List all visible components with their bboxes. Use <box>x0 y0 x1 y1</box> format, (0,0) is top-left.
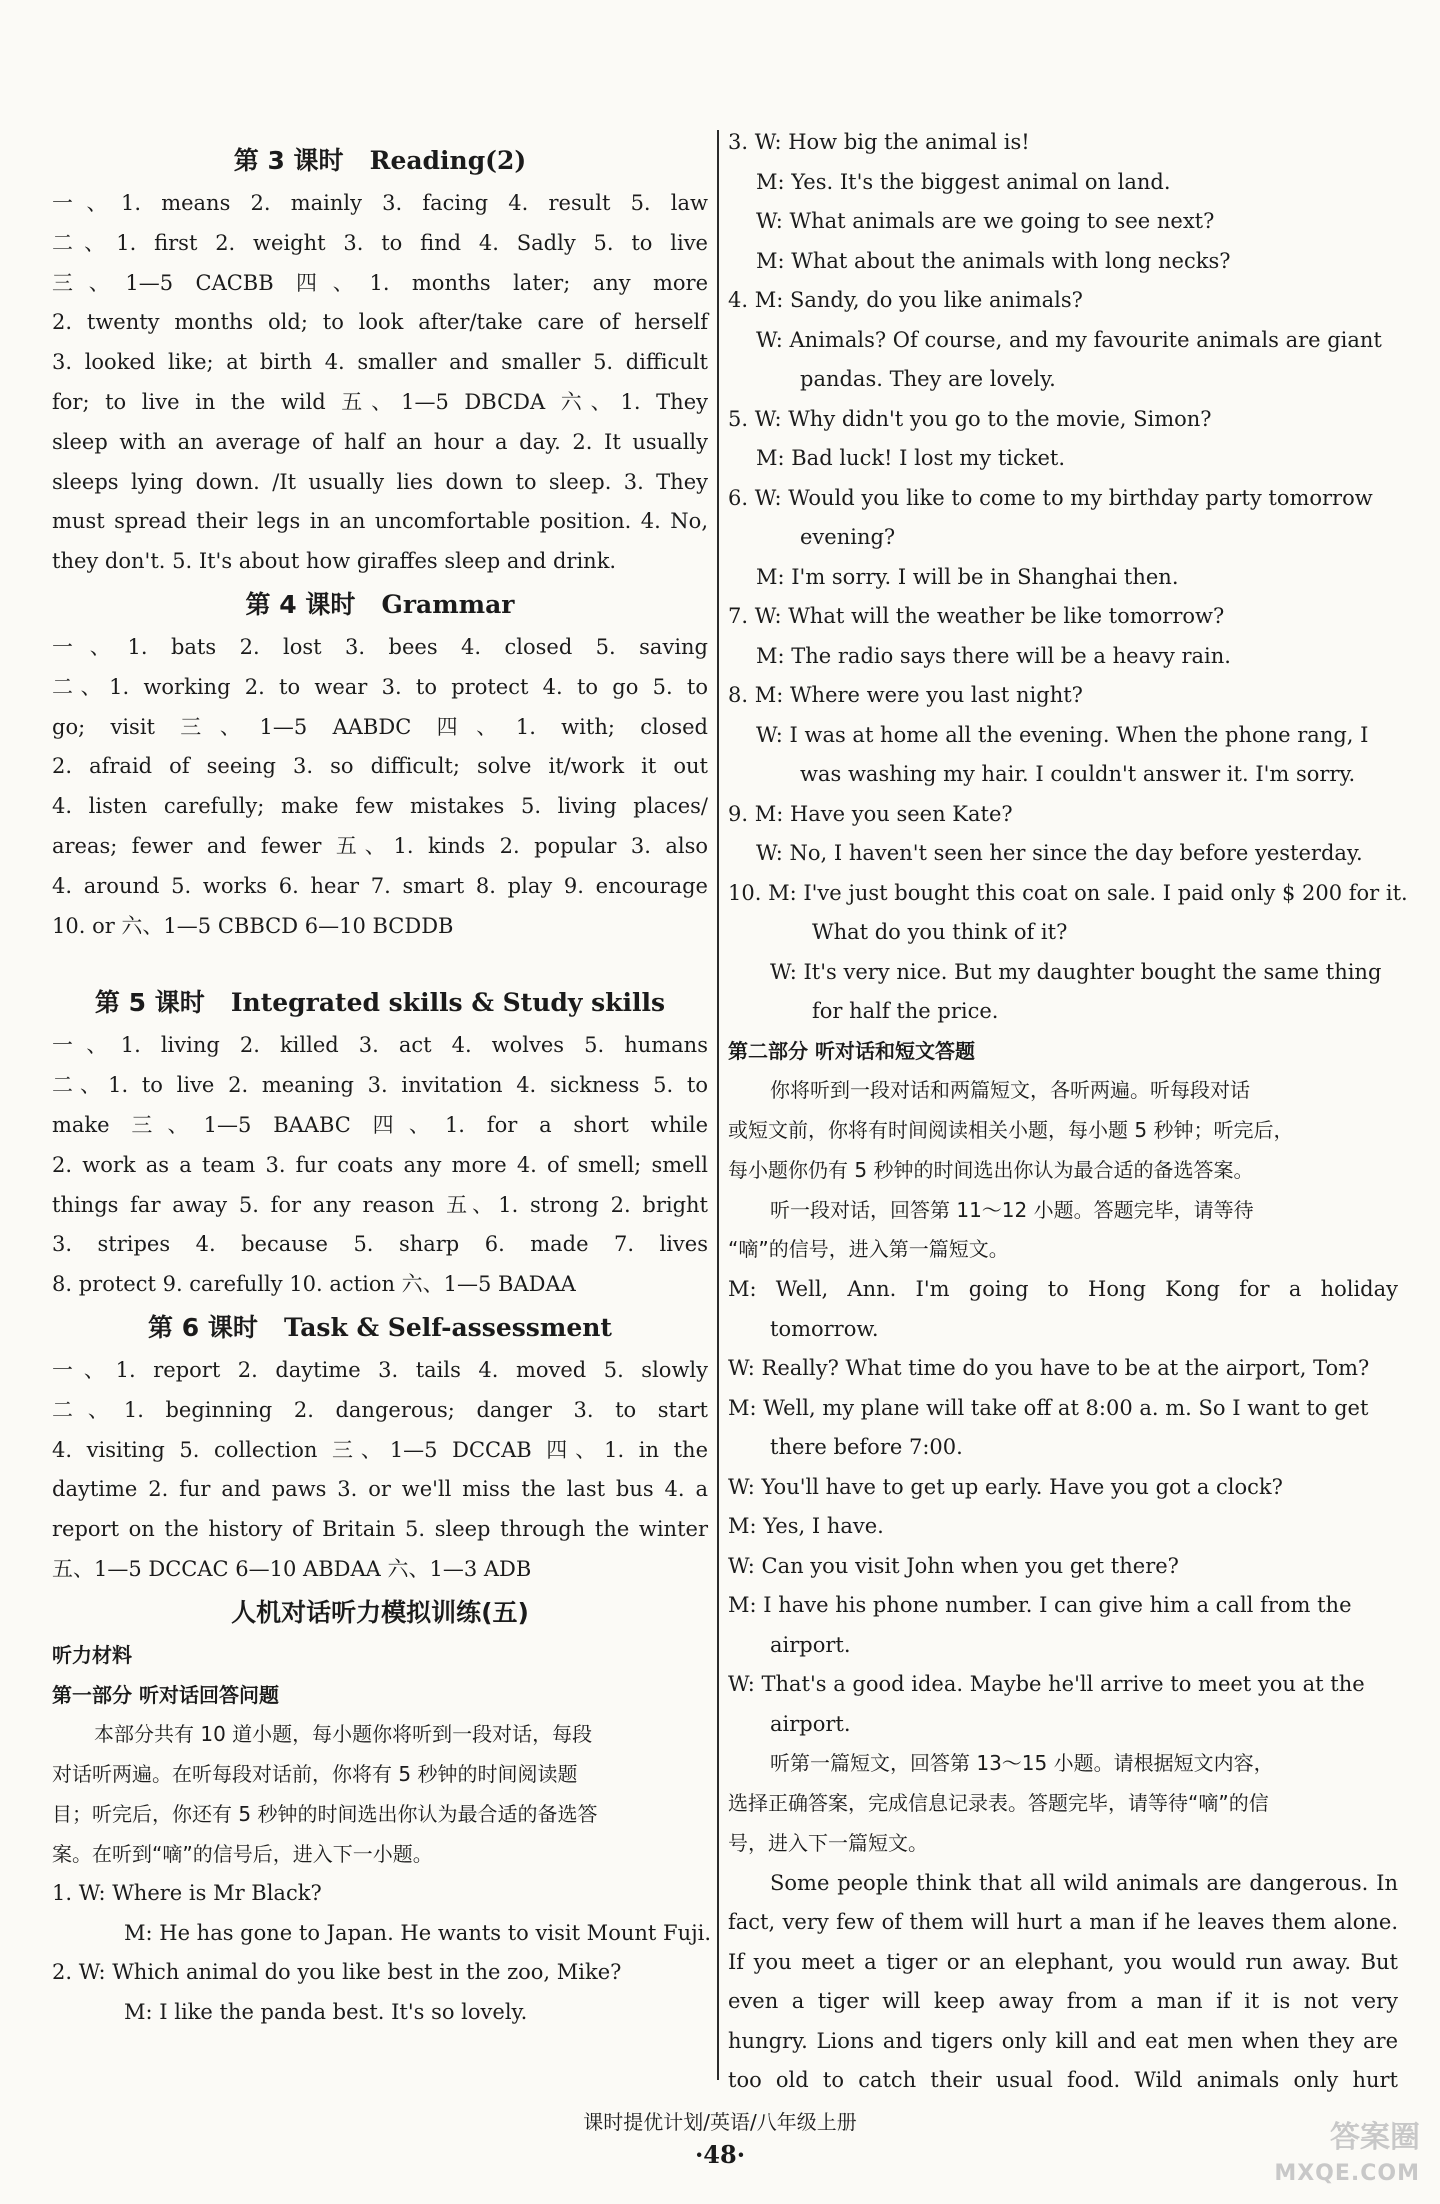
passage-intro-line: 选择正确答案，完成信息记录表。答题完毕，请等待“嘀”的信 <box>728 1791 1269 1816</box>
answer-line: make 三、1—5 BAABC 四、1. for a short while <box>52 1112 708 1137</box>
answer-line: sleep with an average of half an hour a day. 2. It usually <box>52 429 708 454</box>
answer-line: 二、1. working 2. to wear 3. to protect 4. to go 5. to <box>52 674 708 699</box>
answer-line: for; to live in the wild 五、1—5 DBCDA 六、1. They <box>52 389 708 414</box>
dialog-line: M: I like the panda best. It's so lovely. <box>124 1999 528 2024</box>
dialog-line: M: The radio says there will be a heavy rain. <box>756 643 1231 668</box>
section-3-title-cn: 第 3 课时 <box>233 146 344 175</box>
dialog2-line: there before 7:00. <box>770 1435 963 1460</box>
dialog2-line: airport. <box>770 1711 851 1736</box>
simulation-title: 人机对话听力模拟训练(五) <box>231 1597 529 1627</box>
answer-line: 二、1. first 2. weight 3. to find 4. Sadly 5. to live <box>52 230 708 255</box>
answer-line: areas; fewer and fewer 五、1. kinds 2. popular 3. also <box>52 833 708 858</box>
dialog-line: 9. M: Have you seen Kate? <box>728 801 1013 826</box>
watermark-logo <box>1220 2120 1420 2192</box>
section-4-heading <box>52 582 708 628</box>
dialog2-line: W: Can you visit John when you get there? <box>728 1553 1179 1578</box>
answer-line: 一、1. bats 2. lost 3. bees 4. closed 5. saving <box>52 634 708 659</box>
dialog2-line: tomorrow. <box>770 1316 879 1341</box>
part2-intro-line: 你将听到一段对话和两篇短文，各听两遍。听每段对话 <box>770 1078 1250 1103</box>
answer-line: 一、1. report 2. daytime 3. tails 4. moved 5. slowly <box>52 1357 708 1382</box>
section-5-title-en: Integrated skills & Study skills <box>230 988 666 1018</box>
left-column <box>52 138 711 2032</box>
part2-title: 第二部分 听对话和短文答题 <box>728 1038 975 1063</box>
answer-line: sleeps lying down. /It usually lies down to sleep. 3. They <box>52 469 708 494</box>
watermark-top: 答案圈 <box>1330 2120 1420 2155</box>
answer-line: 10. or 六、1—5 CBBCD 6—10 BCDDB <box>52 913 454 938</box>
part2-intro-line: 或短文前，你将有时间阅读相关小题，每小题 5 秒钟；听完后， <box>728 1118 1294 1143</box>
page-number: ·48· <box>694 2140 746 2169</box>
answer-line: 2. afraid of seeing 3. so difficult; solve it/work it out <box>52 754 708 779</box>
dialog-line: 10. M: I've just bought this coat on sale. I paid only $ 200 for it. <box>728 880 1408 905</box>
dialog2-line: M: I have his phone number. I can give him a call from the <box>728 1593 1352 1618</box>
passage-line: even a tiger will keep away from a man if it is not very <box>728 1989 1398 2014</box>
answer-line: 一、1. living 2. killed 3. act 4. wolves 5. humans <box>52 1033 708 1058</box>
answer-line: 4. visiting 5. collection 三、1—5 DCCAB 四、1. in the <box>52 1437 708 1462</box>
dialog-line: evening? <box>800 525 896 549</box>
answer-line: they don't. 5. It's about how giraffes sleep and drink. <box>52 549 617 574</box>
dialog2-line: W: You'll have to get up early. Have you got a clock? <box>728 1474 1283 1499</box>
answer-line: 4. listen carefully; make few mistakes 5. living places/ <box>52 794 708 819</box>
passage-intro-line: 听第一篇短文，回答第 13～15 小题。请根据短文内容， <box>770 1751 1274 1776</box>
part2-intro-line: 听一段对话，回答第 11～12 小题。答题完毕，请等待 <box>770 1197 1254 1222</box>
watermark-bottom: MXQE.COM <box>1274 2161 1420 2186</box>
dialog2-line: W: That's a good idea. Maybe he'll arrive to meet you at the <box>728 1672 1365 1697</box>
dialog-line: 4. M: Sandy, do you like animals? <box>728 288 1083 312</box>
answer-line: 2. twenty months old; to look after/take care of herself <box>52 310 708 335</box>
dialog-line: 6. W: Would you like to come to my birthday party tomorrow <box>728 485 1373 510</box>
dialog-line: What do you think of it? <box>812 920 1068 944</box>
section-5-heading <box>52 980 708 1026</box>
section-5-title-cn: 第 5 课时 <box>94 988 205 1018</box>
simulation-heading <box>52 1590 708 1636</box>
dialog-line: M: Bad luck! I lost my ticket. <box>756 446 1066 470</box>
answer-line: 一、1. means 2. mainly 3. facing 4. result 5. law <box>52 191 708 215</box>
passage-line: If you meet a tiger or an elephant, you would run away. But <box>728 1949 1398 1974</box>
intro-line: 本部分共有 10 道小题，每小题你将听到一段对话，每段 <box>94 1722 593 1747</box>
answer-line: must spread their legs in an uncomfortable position. 4. No, <box>52 509 708 534</box>
dialog-line: 8. M: Where were you last night? <box>728 683 1083 707</box>
section-3-title-en: Reading(2) <box>369 146 527 175</box>
dialog2-line: M: Yes, I have. <box>728 1514 884 1539</box>
section-6-title-cn: 第 6 课时 <box>148 1312 258 1342</box>
part1-title: 第一部分 听对话回答问题 <box>52 1682 279 1707</box>
spacer <box>52 946 708 980</box>
answer-line: 3. looked like; at birth 4. smaller and smaller 5. difficult <box>52 350 708 375</box>
column-divider <box>717 130 719 2080</box>
passage-intro-line: 号，进入下一篇短文。 <box>728 1830 928 1855</box>
answer-line: daytime 2. fur and paws 3. or we'll miss the last bus 4. a <box>52 1477 708 1502</box>
dialog-line: M: What about the animals with long necks? <box>756 248 1231 273</box>
intro-line: 目；听完后，你还有 5 秒钟的时间选出你认为最合适的备选答 <box>52 1801 598 1826</box>
answer-line: 二、1. beginning 2. dangerous; danger 3. to start <box>52 1397 708 1422</box>
dialog-line: W: It's very nice. But my daughter bought the same thing <box>770 959 1382 984</box>
dialog-line: M: He has gone to Japan. He wants to visit Mount Fuji. <box>124 1920 711 1945</box>
dialog2-line: M: Well, Ann. I'm going to Hong Kong for a holiday <box>728 1277 1398 1302</box>
dialog-line: M: Yes. It's the biggest animal on land. <box>756 169 1171 194</box>
dialog-line: pandas. They are lovely. <box>800 367 1056 391</box>
passage-line: fact, very few of them will hurt a man if he leaves them alone. <box>728 1910 1398 1935</box>
section-3-heading <box>52 138 708 184</box>
passage-line: hungry. Lions and tigers only kill and eat men when they are <box>728 2028 1398 2053</box>
intro-line: 案。在听到“嘀”的信号后，进入下一小题。 <box>52 1841 433 1866</box>
dialog2-line: airport. <box>770 1632 851 1657</box>
dialog-line: 1. W: Where is Mr Black? <box>52 1881 322 1906</box>
section-4-title-cn: 第 4 课时 <box>245 589 356 619</box>
answer-line: 3. stripes 4. because 5. sharp 6. made 7. lives <box>52 1232 708 1257</box>
answer-line: 4. around 5. works 6. hear 7. smart 8. play 9. encourage <box>52 873 708 898</box>
answer-line: 五、1—5 DCCAC 6—10 ABDAA 六、1—3 ADB <box>52 1556 532 1581</box>
dialog-line: W: No, I haven't seen her since the day before yesterday. <box>756 841 1363 865</box>
answer-line: things far away 5. for any reason 五、1. strong 2. bright <box>52 1192 708 1217</box>
part2-intro-line: “嘀”的信号，进入第一篇短文。 <box>728 1237 1009 1262</box>
dialog-line: 7. W: What will the weather be like tomorrow? <box>728 604 1225 628</box>
passage-line: Some people think that all wild animals are dangerous. In <box>770 1870 1398 1895</box>
answer-line: 8. protect 9. carefully 10. action 六、1—5 BADAA <box>52 1272 576 1297</box>
dialog-line: 2. W: Which animal do you like best in the zoo, Mike? <box>52 1960 622 1985</box>
material-label: 听力材料 <box>52 1642 132 1667</box>
footer-text: 课时提优计划/英语/八年级上册 <box>583 2110 857 2134</box>
answer-line: 三、1—5 CACBB 四、1. months later; any more <box>52 270 708 295</box>
answer-line: go; visit 三、1—5 AABDC 四、1. with; closed <box>52 714 708 739</box>
dialog-line: W: Animals? Of course, and my favourite animals are giant <box>756 327 1382 352</box>
section-4-title-en: Grammar <box>381 589 515 619</box>
part2-intro-line: 每小题你仍有 5 秒钟的时间选出你认为最合适的备选答案。 <box>728 1157 1254 1182</box>
dialog-line: 5. W: Why didn't you go to the movie, Simon? <box>728 406 1212 431</box>
dialog-line: M: I'm sorry. I will be in Shanghai then. <box>756 564 1179 589</box>
passage-line: too old to catch their usual food. Wild animals only hurt <box>728 2068 1398 2093</box>
section-6-heading <box>52 1305 708 1351</box>
dialog-line: 3. W: How big the animal is! <box>728 130 1030 154</box>
dialog2-line: M: Well, my plane will take off at 8:00 a. m. So I want to get <box>728 1395 1369 1420</box>
dialog2-line: W: Really? What time do you have to be at the airport, Tom? <box>728 1356 1370 1381</box>
answer-line: 二、1. to live 2. meaning 3. invitation 4. sickness 5. to <box>52 1073 708 1098</box>
right-column <box>728 123 1408 2101</box>
answer-line: 2. work as a team 3. fur coats any more 4. of smell; smell <box>52 1152 708 1177</box>
dialog-line: W: What animals are we going to see next? <box>756 209 1215 233</box>
dialog-line: W: I was at home all the evening. When the phone rang, I <box>756 722 1369 747</box>
answer-line: report on the history of Britain 5. sleep through the winter <box>52 1517 708 1542</box>
dialog-line: was washing my hair. I couldn't answer it. I'm sorry. <box>800 762 1356 786</box>
section-6-title-en: Task & Self-assessment <box>283 1312 612 1342</box>
intro-line: 对话听两遍。在听每段对话前，你将有 5 秒钟的时间阅读题 <box>52 1762 578 1787</box>
dialog-line: for half the price. <box>812 999 999 1023</box>
